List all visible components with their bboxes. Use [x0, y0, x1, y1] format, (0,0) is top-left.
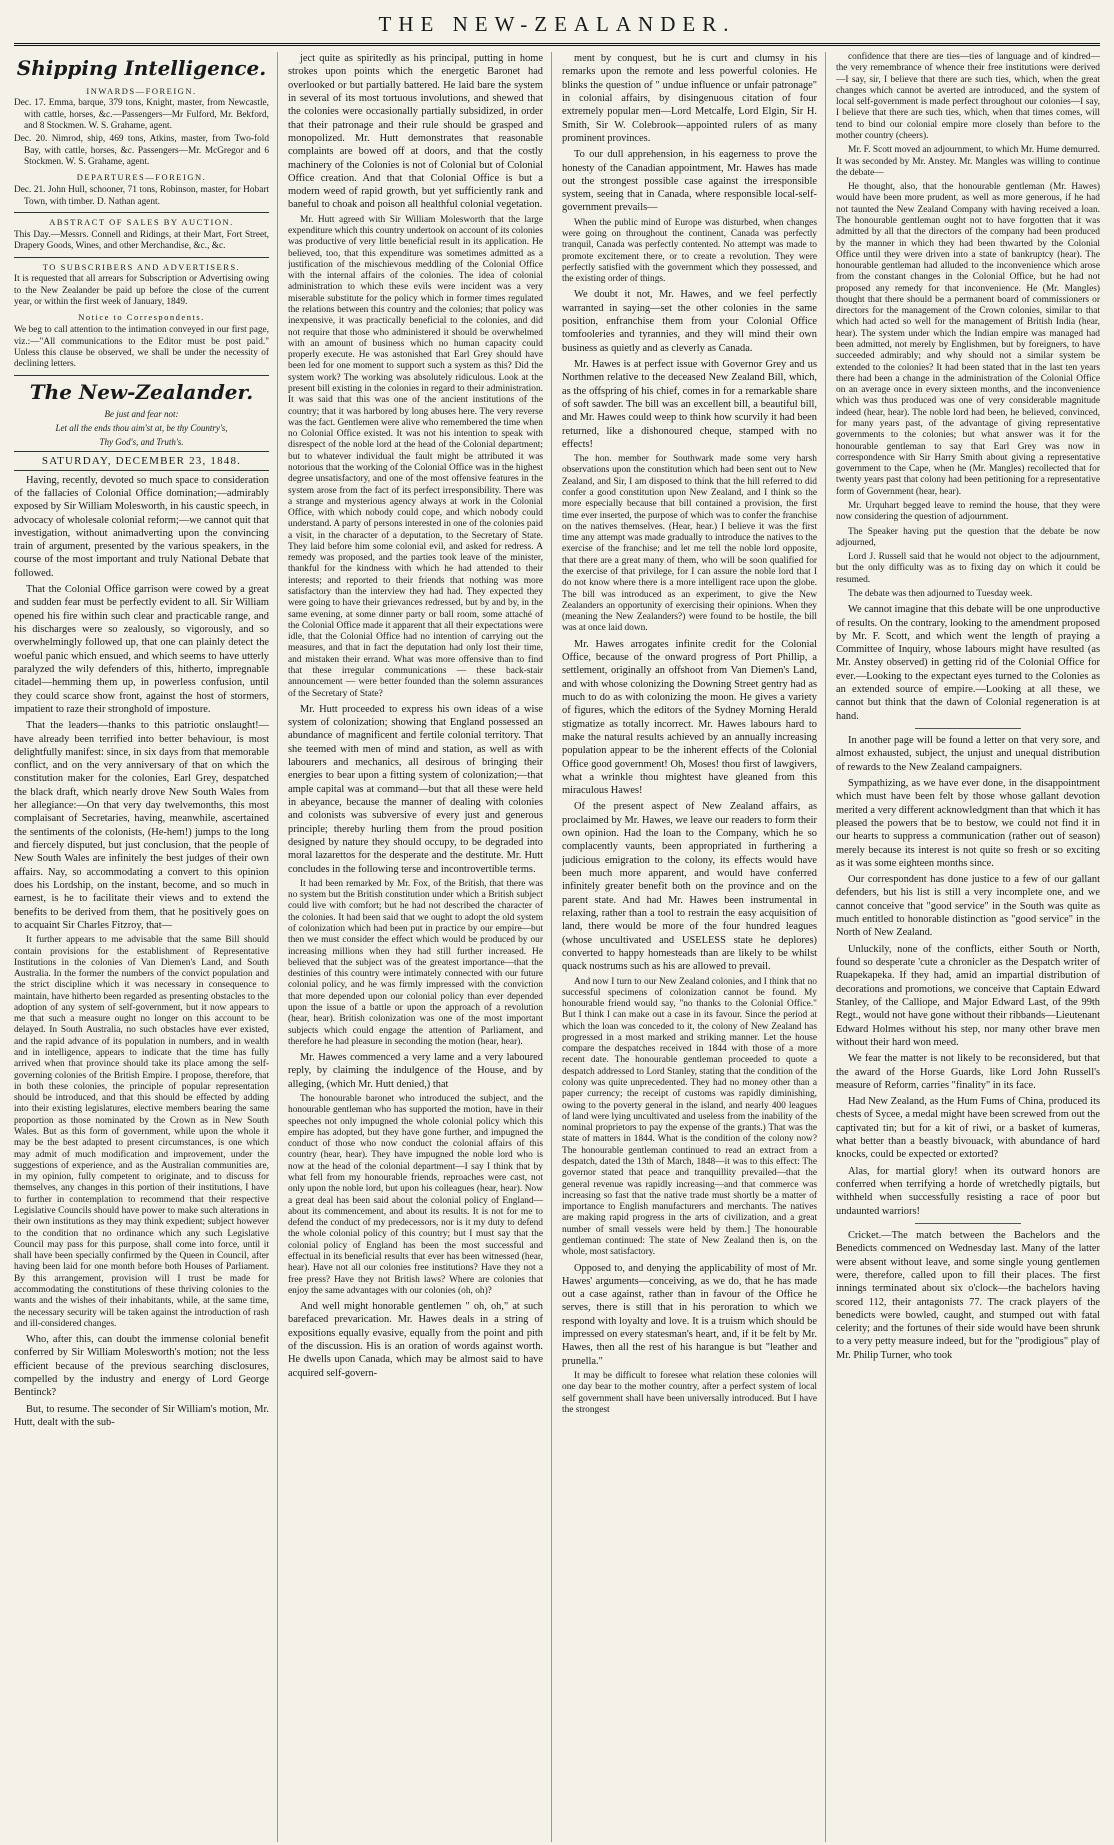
debate-report: And now I turn to our New Zealand colonies, and I think that no successful specimens of colonization cannot be found. My honourable friend would say, "no thanks to the Colonial Office." But I think I can make out a case in its favour. Since the period at which the loan was conceded to it, the colony of New Zealand has progressed in a most marked and striking manner. Let the house compare the despatches received in 1844 with those of a more recent date. The honourable gentleman proceeded to quote a despatch addressed to Lord Stanley, stating that the condition of the colony was quite unprecedented. They had no money other than a paper currency; the receipt of customs was rapidly diminishing, owing to the poverty general in the island, and nearly 400 leagues of land were lying uncultivated and useless from the inability of the nominal proprietors to pay the expense of the grants.) That was the state of matters in 1844. What is the condition of the colony now? The honourable gentleman continued to read an extract from a despatch, dated the 13th of March, 1848—it was to this effect: The governor stated that peace and tranquillity prevailed—that the general revenue was rapidly increasing—and that commerce was increasing so fast that the native trade must shortly be a matter of importance to English manufacturers and merchants. The natives are making rapid progress in the arts of civilization, and a great number of small vessels were held by them.] The honourable gentleman continued: The state of New Zealand then is, on the whole, most satisfactory. — [562, 976, 817, 1258]
article-paragraph: Mr. Hawes commenced a very lame and a very laboured reply, by claiming the indulgence of the House, and by alleging, (which Mr. Hutt denied,) that — [288, 1052, 543, 1090]
divider — [14, 375, 269, 376]
article-paragraph: Had New Zealand, as the Hum Fums of China, produced its chests of Sycee, a medal might have been screwed from out the captivated tin; but for a kit of riwi, or a basket of kumeras, what better than a beastly bivouack, with abundance of hard knocks, could be expected or extorted? — [836, 1096, 1100, 1161]
issue-date: SATURDAY, DECEMBER 23, 1848. — [14, 451, 269, 471]
article-paragraph: Alas, for martial glory! when its outward honors are conferred when terrifying a horde of wretchedly pigtails, but withheld when successfully resisting a race of poor but undaunted warriors! — [836, 1165, 1100, 1217]
masthead: THE NEW-ZEALANDER. — [378, 12, 736, 36]
debate-report: The hon. member for Southwark made some very harsh observations upon the constitution which had been sent out to New Zealand, and Sir, I am disposed to think that the hill referred to did confer a good constitution upon New Zealand, and I think so the more especially because that bill contained a provision, the first time ever inserted, the purpose of which was to confer the franchise on the natives themselves. (Hear, hear.) I believe it was the first time any attempt was made gradually to introduce the natives to the exercise of the franchise; and let me tell the noble lord opposite, that there are a great many of them, who will be soon qualified for the exercise of that privilege, for I can assure the noble lord that I do not know where there is a more intelligent race upon the globe. The bill was introduced as an experiment, to give the New Zealanders an opportunity of exercising their opinions. When they (meaning the New Zealanders?) were found to be hostile, the bill was at once laid down. — [562, 454, 817, 634]
article-paragraph: Of the present aspect of New Zealand affairs, as proclaimed by Mr. Hawes, we leave our readers to form their own opinion. Had the loan to the Company, which he so complacently vaunts, been appropriated in furthering a judicious emigration to the colony, its effects would have been much more apparent, and would have conferred infinitely greater benefit both on the province and on the parent state. And had Mr. Hawes been instrumental in relaxing, rather than a tool to restrain the easy acquisition of land, there would be more of the four hundred leagues (whose uncultivated and USELESS state he deplores) converted to happy homesteads than are likely to be whilst quack nostrums such as his are allowed to prevail. — [562, 801, 817, 973]
shipping-entry: Dec. 20. Nimrod, ship, 469 tons, Atkins, master, from Two-fold Bay, with cattle, horses, &c. Passengers—Mr. McGregor and 6 Stockmen. W. S. Grahame, agent. — [14, 134, 269, 168]
shipping-entry: Dec. 21. John Hull, schooner, 71 tons, Robinson, master, for Hobart Town, with timber. D. Nathan agent. — [14, 185, 269, 207]
article-paragraph: Cricket.—The match between the Bachelors and the Benedicts commenced on Wednesday last. Many of the latter were absent without leave, and some single young gentlemen were, therefore, called upon to fill their places. The first innings terminated about six o'clock—the bachelors having scored 112, their antagonists 77. The crack players of the benedicts were bowled, caught, and stumped out with fatal celerity; and the fortunes of their side would have been shrunk to a very petty measure indeed, but for the "prodigious" play of Mr. Philip Turner, who took — [836, 1229, 1100, 1361]
article-paragraph: Opposed to, and denying the applicability of most of Mr. Hawes' arguments—conceiving, as we do, that he has made out a case against, rather than in favour of the Office he serves, there is still that in his peroration to which we respond with loyalty and love. It is a truism which should be impressed on every statesman's heart, and, if it be felt by Mr. Hawes, then all the rest of his harangue is but "leather and prunella." — [562, 1262, 817, 1367]
article-paragraph: ject quite as spiritedly as his principal, putting in home strokes upon points which the energetic Baronet had overlooked or but partially battered. He laid bare the system in several of its most tortuous involutions, and shewed that the colonies were occasionally partially subsidized, in order that their patronage and their rule should be grasped and monopolized. Mr. Hutt demonstrates that reasonable complaints are bowed off at doors, and that the costly machinery of the Colonies is not of Colonial but of Colonial Office creation. And that that Colonial Office is but a modern weed of rapid growth, but yet sufficiently rank and baneful to choak and poison all healthful colonial vegetation. — [288, 53, 543, 211]
subscribers-notice: It is requested that all arrears for Subscription or Advertising owing to the New Zealander be paid up before the close of the current year, or within the first week of January, 1849. — [14, 274, 269, 308]
article-paragraph: Having, recently, devoted so much space to consideration of the fallacies of Colonial Office domination;—admirably exposed by Sir William Molesworth, in his caustic speech, in advocacy of wholesale colonial reform;—we cannot quit that investigation, without animadverting upon the convincing train of argument, presented by the various speakers, in the course of the most important and truly National Debate that followed. — [14, 474, 269, 579]
quoted-despatch: It further appears to me advisable that the same Bill should contain provisions for the establishment of Representative Institutions in the colonies of Van Diemen's Land, and South Australia. In the former the numbers of the convict population and the strict discipline which it was necessary in consequence to maintain, have hitherto been regarded as presenting obstacles to the adoption of any system of self-government, but it now appears to me that such a measure ought no longer on this account to be delayed. In South Australia, no such obstacles have ever existed, and the rapid advance of its population in numbers, and in wealth and in intelligence, appears to indicate that the time has fully arrived when that province should take its place among the self-governing colonies of the British Empire. I propose, therefore, that in both these colonies, the principle of popular representation should be introduced, and that this should be effected by adding into their existing legislatures, elective members bearing the same proportion as those nominated by the Crown as in New South Wales. But as this form of government, while upon the whole it may be the best adapted to present circumstances, is one which may admit of much modification and improvement, under the suggestions of experience, and as the Australian communities are, in my opinion, fully competent to originate, and to discuss for themselves, any changes in this portion of their institutions, I have to further in contemplation to recommend that their respective Legislative Councils should have power to make such alterations in their own institutions as they may think expedient; subject however to the condition that no ordinance which any such Legislative Council may pass for this purpose, shall come into force, until it shall have been specially confirmed by the Queen in Council, after having been laid for one month before both Houses of Parliament. By this arrangement, provision will I trust be made for accommodating the constitutions of these thriving colonies to the wants and the wishes of their inhabitants, while, at the same time, the necessary security will be taken against the introduction of rash and ill-considered changes. — [14, 935, 269, 1329]
article-paragraph: That the leaders—thanks to this patriotic onslaught!—have already been terrified into better behaviour, is most delightfully manifest: since, in six days from that memorable conflict, and on the very anniversary of that on which the constitution maker for the colonies, Earl Grey, despatched the black draft, which nearly drove New South Wales from her allegiance:—On that very day twelvemonths, this most complaisant of Secretaries, having, meanwhile, ascertained the sentiments of the colonists, (He-hem!) jumps to the long and fiercely disputed, but just conclusion, that the people of New South Wales are infinitely the best judges of their own affairs. Nay, so accommodating a convert to this opinion does his Lordship, on the instant, become, and so much in earnest, is he to facilitate their views and to extend the benefits to be derived from them, that he positively goes on to acquaint Sir Charles Fitzroy, that— — [14, 720, 269, 931]
shipping-heading: Shipping Intelligence. — [16, 56, 267, 80]
article-paragraph: But, to resume. The seconder of Sir William's motion, Mr. Hutt, dealt with the sub- — [14, 1403, 269, 1428]
motto-line: Thy God's, and Truth's. — [99, 436, 184, 447]
debate-report: confidence that there are ties—ties of language and of kindred—the very remembrance of whence their free institutions were derived—I say, sir, I believe that there are such ties, which, when the great changes which cannot be averted are introduced, and the system of local self-government is made perfect throughout our colonies—I say, I believe that there are such ties, which, when that times comes, will tend to bind our colonial empire more closely than before to the mother country (cheers). — [836, 52, 1100, 141]
divider — [14, 257, 269, 258]
masthead-rule — [14, 43, 1100, 46]
columns — [14, 52, 1100, 1842]
debate-report: The honourable baronet who introduced the subject, and the honourable gentleman who has supported the motion, have in their speeches not only impugned the whole colonial policy which this empire has adopted, but they have gone further, and impugned the conduct of those who now conduct the colonial affairs of this country (hear, hear). They have impugned the noble lord who is now at the head of the colonial department—I say I think that by what fell from my honourable friends, reproaches were cast, not only upon the noble lord, but upon his colleagues (hear, hear). Now a great deal has been said about the colonial policy of England—about its commencement, and about its results. It is not for me to defend the conduct of my predecessors, nor is it my duty to defend the whole colonial policy of this country; but I must say that the colonial policy of England has been the most successful and effectual in its beneficial results that ever has been witnessed (hear, hear). Have not all our colonies free institutions? Have they not a free press? Have they not British laws? Where are colonies that enjoy the same advantages with our colonies (oh, oh)? — [288, 1094, 543, 1296]
article-paragraph: We cannot imagine that this debate will be one unproductive of results. On the contrary, looking to the amendment proposed by Mr. F. Scott, and which went the length of praying a Committee of Inquiry, whose labours might have resulted (as Mr. Anstey observed) in getting rid of the Colonial Office for ever.—Looking to the expectant eyes turned to the Colonies as an extended source of empire.—Looking at all these, we cannot but think that the dawn of Colonial regeneration is at hand. — [836, 604, 1100, 722]
debate-report: Mr. Urquhart begged leave to remind the house, that they were now considering the question of adjournment. — [836, 500, 1100, 523]
article-paragraph: We doubt it not, Mr. Hawes, and we feel perfectly warranted in saying—set the other colonies in the same position, enfranchise them from your Colonial Office tomfooleries and tyrannies, and they will mind their own business as quietly and as cleverly as Canada. — [562, 289, 817, 354]
shipping-entry: Dec. 17. Emma, barque, 379 tons, Knight, master, from Newcastle, with cattle, horses, &c.—Passengers—Mr Fulford, Mr. Bekford, and 8 Stockmen. W. S. Grahame, agent. — [14, 98, 269, 132]
column-1 — [14, 52, 278, 1842]
divider — [14, 212, 269, 213]
motto-line: Let all the ends thou aim'st at, be thy Country's, — [55, 422, 228, 433]
debate-report: Lord J. Russell said that he would not object to the adjournment, but the only difficulty was as to fixing day on which it could be resumed. — [836, 552, 1100, 585]
article-paragraph: Who, after this, can doubt the immense colonial benefit conferred by Sir William Molesworth's motion; not the less efficient because of the previous searching disclosures, compelled by the industry and energy of Lord George Bentinck? — [14, 1334, 269, 1399]
debate-report: He thought, also, that the honourable gentleman (Mr. Hawes) would have been more prudent, as well as more generous, if he had not taunted the New Zealand Company with having received a loan. The honourable gentleman ought not to have forgotten that it was admitted by all that the directors of the company had been produced by the manner in which they had been thwarted by the Colonial Office until they were driven into a state of bankruptcy (hear). The honourable gentleman had alluded to the inconvenience which arose from the constant changes in the Colonial Office, but he had not proposed any remedy for that inconvenience. He (Mr. Mangles) thought that there should be a permanent board of commissioners or directors for the management of the Crown colonies, similar to that which had acted so well for the management of British India (hear, hear). The system under which the Indian empire was managed had been admitted, not merely by Englishmen, but by foreigners, to have succeeded admirably; and why should not a similar system be extended to the colonies? It had been stated that in the last ten years there had been a change in the administration of the Colonial Office on an average once in every sixteen months, and the inconvenience which was thus produced was one of very considerable magnitude indeed (hear, hear). The noble lord had been, he believed, convinced, for many years past, of the advantage of giving representative governments to the colonies; but what answer was it for the honourable gentleman to say that Earl Grey was now in correspondence with Sir Harry Smith about giving a representative government to the Cape, when he (Mr. Mangles) recollected that for twenty years past that colony had been petitioning for a representative form of Government (hear, hear). — [836, 182, 1100, 497]
debate-report: Mr. Hutt agreed with Sir William Molesworth that the large expenditure which this country undertook on account of its colonies was productive of very little beneficial result in its application. He believed, too, that this expenditure was sometimes admitted as a justification of the mischievous meddling of the Colonial Office with the internal affairs of the colonies. The idea of colonial administration to which these evils were incident was a very miserable substitute for the policy which in former times regulated the relations between this country and the colonies; that policy was inexpensive, it was practically beneficial to the colonies, and did not require that those who administered it should be overwhelmed with an amount of business which no human capacity could properly execute. He was astonished that Earl Grey should have been led for one moment to support such a system as this? Did the system work? The working was absolutely ridiculous. Look at the present bill existing in the colonies in regard to their administration. It was said that this was one of the ancient institutions of the country; that it was harbored by long abuses here. The very reverse was the fact. Gentlemen were alive who remembered the time when no Colonial Office existed. It was not his intention to speak with disrespect of the noble lord at the head of the Colonial department; but to whatever individual the fault might be attributed it was notorious that the working of the Colonial Office was in the highest degree unsatisfactory, and one of the most offensive features in the system arose from the fact of its perfect irresponsibility. There was a strange and mysterious agency always at work in the Colonial Office, with which nobody could cope, and which nobody could understand. A party of persons interested in one of the colonies paid a visit, in the character of a deputation, to the Secretary of State. They laid before him some colonial evil, and asked for redress. A remedy was proposed, and the parties took leave of the minister, thankful for the kindness with which he had attended to their interests; and reported to their friends that nothing was more satisfactory than the interview they had had. They expected they were going to have their grievances redressed, but by and by, in the same evening, at some dinner party or ball room, some attaché of the Colonial Office made it apparent that all their expectations were idle, that the Colonial Office had no intention of carrying out the measures, and that in fact the deputation had only lost their time, and mistaken their errand. What was more offensive than to find that these irregular communications — these back-stair announcement — were better founded than the solemn assurances of the Secretary of State? — [288, 214, 543, 699]
debate-report: The Speaker having put the question that the debate be now adjourned, — [836, 526, 1100, 548]
article-paragraph: Mr. Hawes arrogates infinite credit for the Colonial Office, because of the onward progress of Port Phillip, a settlement, originally an offshoot from Van Diemen's Land, and with whose colonizing the Downing Street gentry had as much to do as with colonizing the moon. He gives a variety of figures, which the editors of the Sydney Morning Herald stigmatize as totally incorrect. Mr. Hawes labours hard to make the natural results achieved by an annually increasing population appear to be the inherent effects of the Colonial Office good government! Oh, Moses! thou first of lawgivers, what a wrinkle thou mightest have gleaned from this miraculous Hawes! — [562, 638, 817, 797]
debate-report: Mr. F. Scott moved an adjournment, to which Mr. Hume demurred. It was seconded by Mr. Anstey. Mr. Mangles was willing to continue the debate— — [836, 145, 1100, 178]
motto-line: Be just and fear not: — [104, 409, 179, 420]
article-paragraph: And well might honorable gentlemen " oh, oh," at such barefaced prevarication. Mr. Hawes deals in a string of expositions equally evasive, equally from the point and pith of the discussion. His is an oration of words against worth. He dwells upon Canada, which may be almost said to have acquired self-govern- — [288, 1301, 543, 1379]
article-paragraph: ment by conquest, but he is curt and clumsy in his remarks upon the remote and less powerful colonies. He blinks the question of " undue influence or unfair patronage" in colonial affairs, by disingenuous citation of four extremely popular men—Lord Metcalfe, Lord Elgin, Sir H. Smith, Sir W. Colebrook—appointed rulers of as many prominent provinces. — [562, 53, 817, 144]
article-paragraph: We fear the matter is not likely to be reconsidered, but that the award of the Horse Guards, like Lord John Russell's measure of Reform, carries "finality" in its face. — [836, 1053, 1100, 1091]
subscribers-heading: TO SUBSCRIBERS AND ADVERTISERS. — [42, 261, 241, 272]
article-paragraph: Mr. Hawes is at perfect issue with Governor Grey and us Northmen relative to the deceased New Zealand Bill, which, as the offspring of his chief, comes in for a remarkable share of soft sawder. The bill was an excellent bill, a beautiful bill, and Mr. Hawes could weep to think how scurvily it had been returned, like a dishonoured cheque, stamped with no effects! — [562, 359, 817, 450]
article-paragraph: Our correspondent has done justice to a few of our gallant defenders, but his list is still a very incomplete one, and we cannot conceive that "good service" in the South was quite as much entitled to honorable distinction as "good service" in the North of New Zealand. — [836, 874, 1100, 939]
column-4 — [836, 52, 1100, 1842]
auction-notice: This Day.—Messrs. Connell and Ridings, at their Mart, Fort Street, Drapery Goods, Wines, and other Merchandise, &c., &c. — [14, 229, 269, 252]
article-paragraph: Mr. Hutt proceeded to express his own ideas of a wise system of colonization; showing that England possessed an abundance of magnificent and fertile colonial territory. That she teemed with men of mind and station, as well as with labourers and mechanics, all desirous of bringing their energies to bear upon a fitting system of colonization;—that ample capital was at command—but that all these were held in abeyance, because the manner of dealing with colonies and colonists was subversive of every just and generous principle; thereby hurling them from the proud position designed by nature they should occupy, to be degraded into moral lazarettos for the desperate and the destitute. Mr. Hutt concludes in the following terse and incontrovertible terms. — [288, 703, 543, 875]
article-paragraph: Unluckily, none of the conflicts, either South or North, found so desperate 'cute a chronicler as the Despatch writer of Ruapekapeka. If they had, amid an impartial distribution of decorations and promotions, we conceive that Captain Edward Stanley, of the Calliope, and Major Edward Last, of the 99th Regt., would not have gone without their ribbands—Lieutenant Edward Holmes without his step, nor many other brave men without their hard won meed. — [836, 943, 1100, 1048]
article-paragraph: To our dull apprehension, in his eagerness to prove the honesty of the Canadian appointment, Mr. Hawes has made out the strongest possible case against the irresponsible system, seeing that in Canada, where responsible local-self-government prevails— — [562, 149, 817, 214]
auction-heading: ABSTRACT OF SALES BY AUCTION. — [49, 216, 234, 227]
article-paragraph: Sympathizing, as we have ever done, in the disappointment which must have been felt by those whose gallant devotion merited a very different acknowledgment than that which it has pleased the powers that be to bestow, we could not find it in our hearts to suppress a communication (rather out of season) merely because its interest is not quite so fresh or so exciting as it was some eighteen months since. — [836, 777, 1100, 869]
column-2 — [288, 52, 552, 1842]
correspondents-notice: We beg to call attention to the intimation conveyed in our first page, viz.:—"All communications to the Editor must be post paid." Unless this clause be observed, we shall be under the necessity of declining letters. — [14, 325, 269, 370]
divider — [915, 728, 1021, 729]
article-paragraph: In another page will be found a letter on that very sore, and almost exhausted, subject, the unjust and unequal distribution of rewards to the New Zealand campaigners. — [836, 735, 1100, 773]
departures-heading: DEPARTURES—FOREIGN. — [76, 172, 207, 183]
debate-report: It may be difficult to foresee what relation these colonies will one day bear to the mother country, after a perfect system of local self government shall have been universally introduced. But I have the strongest — [562, 1371, 817, 1415]
divider — [915, 1223, 1021, 1224]
nameplate-title: The New-Zealander. — [29, 379, 254, 404]
correspondents-heading: Notice to Correspondents. — [78, 312, 205, 323]
column-3 — [562, 52, 826, 1842]
debate-report: It had been remarked by Mr. Fox, of the British, that there was no system but the British constitution under which a British subject could live with comfort; but he had not described the character of the colonies. It had been said that we ought to adopt the old system of colonization which had been put in practice by our empire—but then we must consider the effect which would be produced by our increasing millions when they had still further increased. He believed that the subject was of the greatest importance—that the destinies of this country were intimately connected with our future colonial policy, and he was firmly impressed with the conviction that more depended upon our colonial policy than ever depended upon the issue of a battle or upon the approach of a revolution (hear, hear). British colonization was one of the most important subjects which could engage the attention of Parliament, and therefore he had pleasure in seconding the motion (hear, hear). — [288, 878, 543, 1047]
debate-report: The debate was then adjourned to Tuesday week. — [848, 588, 1033, 599]
debate-report: When the public mind of Europe was disturbed, when changes were going on throughout the continent, Canada was perfectly tranquil, Canada was perfectly contented. No attempt was made to promote excitement there, or to create a revolution. They were perfectly satisfied with the government which they possessed, and the existing order of things. — [562, 217, 817, 285]
inwards-heading: INWARDS—FOREIGN. — [86, 85, 197, 96]
article-paragraph: That the Colonial Office garrison were cowed by a great and sudden fear must be perfectly evident to all. Sir William opened his fire within such clear and practicable range, and his discharges were so zealously, so vigorously, and so overwhelmingly followed up, that one can plainly detect the woeful panic which ensued, and which seems to have utterly paralyzed the wily defenders of this, hitherto, impregnable citadel—hemming them up, in powerless confusion, until they could scarce show front, against the host of stormers, impatient to raze their stronghold of imposture. — [14, 584, 269, 715]
